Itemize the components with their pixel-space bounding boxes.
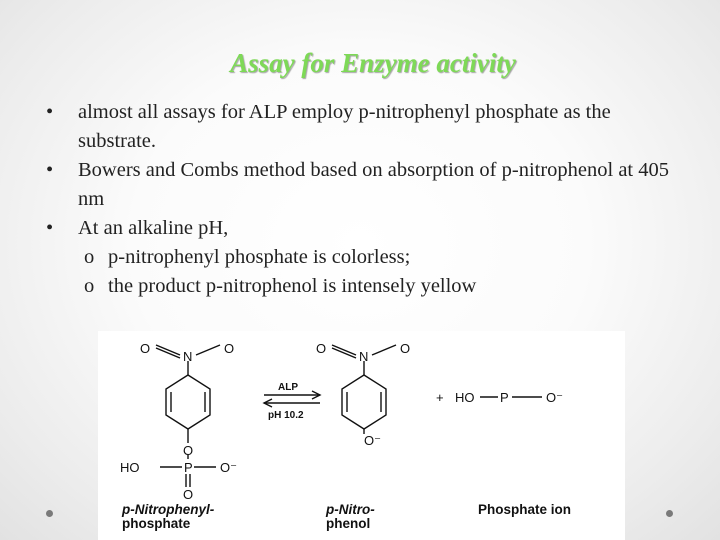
atom-label: N xyxy=(183,349,193,364)
bullet-item xyxy=(46,214,686,243)
bullet-glyph: • xyxy=(46,217,54,239)
atom-label: HO xyxy=(455,390,475,405)
atom-label: O⁻ xyxy=(364,433,381,448)
atom-label: O⁻ xyxy=(220,460,237,475)
bullet-list xyxy=(46,98,686,301)
atom-label: O xyxy=(316,341,327,356)
reactant-name-line2: phosphate xyxy=(122,516,191,531)
decorative-dot xyxy=(666,510,673,517)
bullet-glyph: • xyxy=(46,101,54,123)
arrow-top-label: ALP xyxy=(278,382,298,393)
ion-name: Phosphate ion xyxy=(478,502,572,517)
sub-bullet-item xyxy=(46,243,686,272)
sub-bullet-glyph: o xyxy=(84,246,95,268)
sub-bullet-text: the product p-nitrophenol is intensely yellow xyxy=(108,275,477,297)
atom-label: O xyxy=(140,341,151,356)
reaction-diagram xyxy=(98,331,625,540)
bullet-text: At an alkaline pH, xyxy=(78,217,229,239)
decorative-dot xyxy=(46,510,53,517)
bullet-glyph: • xyxy=(46,159,54,181)
reaction-figure xyxy=(98,331,625,540)
product-name-line2: phenol xyxy=(326,516,371,531)
reactant-name-line1: p-Nitrophenyl- xyxy=(122,502,215,517)
atom-label: O xyxy=(183,443,194,458)
bullet-text: almost all assays for ALP employ p-nitrophenyl phosphate as the substrate. xyxy=(78,101,611,152)
sub-bullet-glyph: o xyxy=(84,275,95,297)
atom-label: O xyxy=(183,487,194,502)
slide-title: Assay for Enzyme activity xyxy=(230,48,516,78)
atom-label: N xyxy=(359,349,369,364)
atom-label: HO xyxy=(120,460,140,475)
atom-label: P xyxy=(500,390,509,405)
atom-label: P xyxy=(184,460,193,475)
bullet-text: Bowers and Combs method based on absorption of p-nitrophenol at 405 nm xyxy=(78,159,669,210)
atom-label: O⁻ xyxy=(546,390,563,405)
sub-bullet-item xyxy=(46,272,686,301)
bullet-item xyxy=(46,98,686,156)
plus-sign: + xyxy=(436,390,444,405)
bullet-item xyxy=(46,156,686,214)
atom-label: O xyxy=(400,341,411,356)
atom-label: O xyxy=(224,341,235,356)
product-name-line1: p-Nitro- xyxy=(326,502,375,517)
sub-bullet-text: p-nitrophenyl phosphate is colorless; xyxy=(108,246,411,268)
arrow-bottom-label: pH 10.2 xyxy=(268,410,304,421)
